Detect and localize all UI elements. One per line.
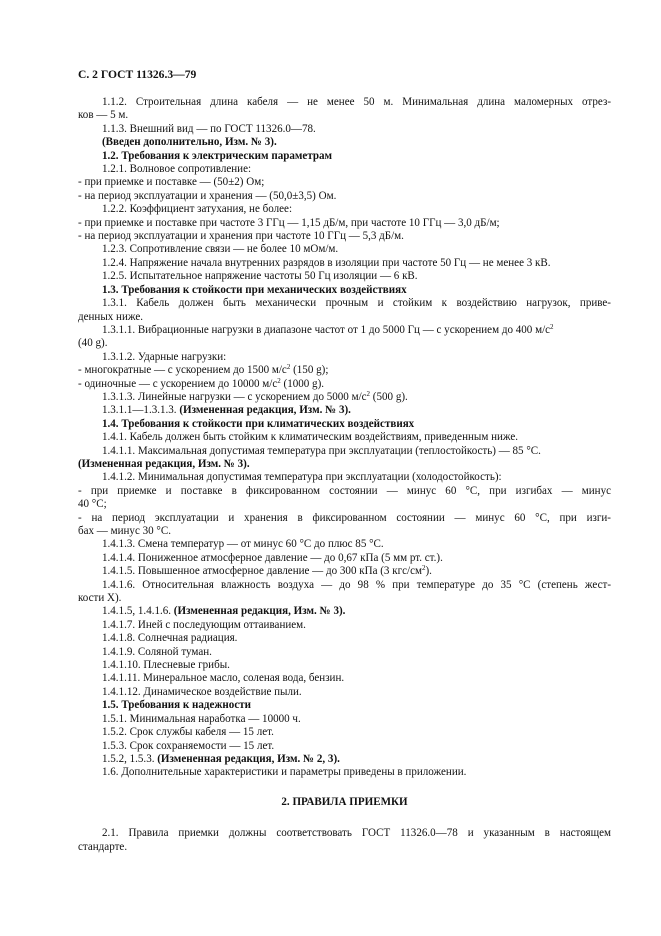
superscript: 2 — [277, 376, 281, 385]
paragraph-line: 1.5.3. Срок сохраняемости — 15 лет. — [102, 739, 275, 752]
text-run: 1.3.1.1. Вибрационные нагрузки в диапазоне частот от 1 до 5000 Гц — с ускорением до 400 м/с — [102, 323, 551, 336]
paragraph-line: (40 g). — [78, 337, 108, 350]
list-item: - при приемке и поставке в фиксированном состоянии — минус 60 °С, при изгибах — минус — [78, 484, 611, 497]
paragraph-line — [78, 391, 611, 404]
amendment-note: (Введен дополнительно, Изм. № 3). — [102, 136, 277, 149]
list-item: бах — минус 30 °С. — [78, 525, 171, 537]
paragraph-line: 1.4.1.12. Динамическое воздействие пыли. — [102, 685, 302, 698]
list-item — [78, 378, 611, 391]
text-run: (Измененная редакция, Изм. № 3). — [176, 404, 351, 417]
text-run: (Измененная редакция, Изм. № 3). — [171, 605, 346, 618]
list-item: - при приемке и поставке — (50±2) Ом; — [78, 176, 265, 189]
paragraph-line: 1.4.1.2. Минимальная допустимая температура при эксплуатации (холодостойкость): — [102, 471, 502, 484]
text-run: (Измененная редакция, Изм. № 2, 3). — [154, 752, 340, 765]
paragraph-line: 1.5.1. Минимальная наработка — 10000 ч. — [102, 712, 301, 725]
document-body — [78, 96, 611, 854]
text-run: 1.4.1.5, 1.4.1.6. — [102, 605, 172, 618]
subsection-heading: 1.5. Требования к надежности — [102, 699, 252, 712]
paragraph-line: 1.2.2. Коэффициент затухания, не более: — [102, 203, 293, 216]
text-run: 1.3.1.3. Линейные нагрузки — с ускорением до 5000 м/с — [102, 390, 367, 403]
paragraph-line: 1.4.1.11. Минеральное масло, соленая вода, бензин. — [102, 672, 345, 685]
text-run: (1000 g). — [280, 377, 325, 390]
text-run: (150 g); — [290, 364, 329, 377]
text-run: 1.5.2, 1.5.3. — [102, 752, 155, 765]
paragraph-line: 1.3.1. Кабель должен быть механически прочным и стойким к воздействию нагрузок, приве- — [102, 297, 611, 310]
paragraph-line: 1.2.1. Волновое сопротивление: — [102, 163, 252, 176]
subsection-heading: 1.3. Требования к стойкости при механических воздействиях — [102, 283, 407, 296]
text-run: (500 g). — [370, 390, 408, 403]
text-run: - многократные — с ускорением до 1500 м/с — [78, 364, 287, 377]
paragraph-line: 1.1.3. Внешний вид — по ГОСТ 11326.0—78. — [102, 122, 316, 135]
list-item: - на период эксплуатации и хранения — (50,0±3,5) Ом. — [78, 189, 337, 202]
paragraph-line: 1.1.2. Строительная длина кабеля — не менее 50 м. Минимальная длина маломерных отрез- — [102, 96, 611, 108]
paragraph-line: 1.4.1.3. Смена температур — от минус 60 °С до плюс 85 °С. — [102, 538, 384, 551]
paragraph-line: 1.4.1.9. Соляной туман. — [102, 645, 212, 658]
text-run: ). — [425, 565, 432, 578]
paragraph-line: 1.6. Дополнительные характеристики и параметры приведены в приложении. — [102, 766, 467, 779]
paragraph-line: стандарте. — [78, 840, 128, 853]
paragraph-line: 1.2.4. Напряжение начала внутренних разрядов в изоляции при частоте 50 Гц — не менее 3 кВ. — [102, 256, 551, 269]
paragraph-line: 1.4.1. Кабель должен быть стойким к климатическим воздействиям, приведенным ниже. — [102, 431, 519, 444]
page-header: С. 2 ГОСТ 11326.3—79 — [78, 68, 197, 81]
superscript: 2 — [286, 363, 291, 372]
list-item: - на период эксплуатации и хранения в фиксированном состоянии — минус 60 °С, при изги- — [78, 511, 611, 524]
section-title: 2. ПРАВИЛА ПРИЕМКИ — [281, 795, 408, 808]
paragraph-line: кости X). — [78, 592, 122, 605]
paragraph-line: 1.4.1.7. Иней с последующим оттаиванием. — [102, 618, 306, 631]
paragraph-line: 1.4.1.10. Плесневые грибы. — [102, 659, 230, 672]
paragraph-line: 1.2.3. Сопротивление связи — не более 10 мОм/м. — [102, 243, 339, 256]
list-item — [78, 364, 611, 377]
paragraph-line: денных ниже. — [78, 310, 144, 323]
amendment-note: (Измененная редакция, Изм. № 3). — [78, 457, 250, 470]
paragraph-line: 1.3.1.2. Ударные нагрузки: — [102, 350, 227, 363]
list-item: 40 °С; — [78, 498, 107, 511]
paragraph-line — [78, 324, 611, 337]
superscript: 2 — [421, 564, 426, 573]
paragraph-line — [78, 565, 611, 578]
amendment-note — [78, 753, 611, 766]
list-item: - при приемке и поставке при частоте 3 ГГц — 1,15 дБ/м, при частоте 10 ГГц — 3,0 дБ/м; — [78, 216, 500, 229]
text-run: 1.3.1.1—1.3.1.3. — [102, 404, 177, 417]
superscript: 2 — [366, 389, 371, 398]
paragraph-line: 1.4.1.6. Относительная влажность воздуха — до 98 % при температуре до 35 °С (степень жест- — [102, 578, 611, 591]
paragraph-line: 1.4.1.8. Солнечная радиация. — [102, 632, 238, 645]
paragraph-line: ков — 5 м. — [78, 109, 129, 122]
amendment-note — [78, 404, 611, 417]
paragraph-line: 1.2.5. Испытательное напряжение частоты 50 Гц изоляции — 6 кВ. — [102, 270, 418, 283]
paragraph-line: 1.4.1.1. Максимальная допустимая температура при эксплуатации (теплостойкость) — 85 °С. — [102, 444, 541, 457]
paragraph-line: 1.5.2. Срок службы кабеля — 15 лет. — [102, 726, 274, 739]
subsection-heading: 1.4. Требования к стойкости при климатических воздействиях — [102, 417, 415, 430]
superscript: 2 — [550, 322, 554, 331]
paragraph-line: 1.4.1.4. Пониженное атмосферное давление — до 0,67 кПа (5 мм рт. ст.). — [102, 551, 443, 564]
text-run: - одиночные — с ускорением до 10000 м/с — [78, 377, 278, 390]
paragraph-line: 2.1. Правила приемки должны соответствовать ГОСТ 11326.0—78 и указанным в настоящем — [102, 827, 611, 840]
list-item: - на период эксплуатации и хранения при частоте 10 ГГц — 5,3 дБ/м. — [78, 230, 404, 243]
text-run: 1.4.1.5. Повышенное атмосферное давление — до 300 кПа (3 кгс/см — [102, 565, 422, 578]
subsection-heading: 1.2. Требования к электрическим параметрам — [102, 149, 333, 162]
amendment-note — [78, 605, 611, 618]
